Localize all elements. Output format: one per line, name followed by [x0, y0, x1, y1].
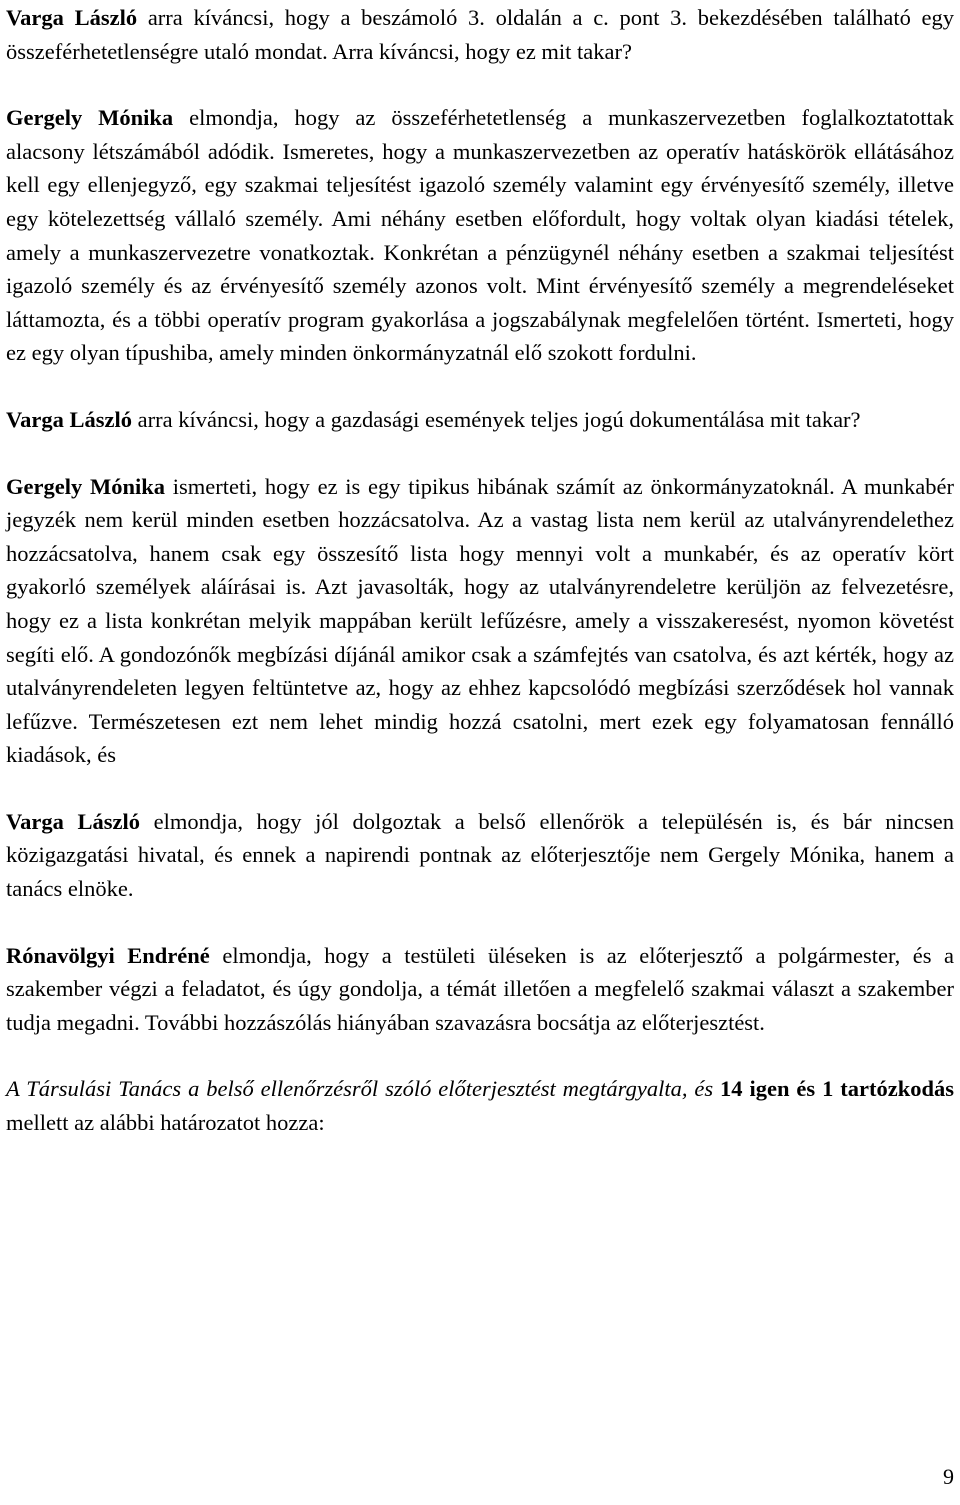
paragraph-text: elmondja, hogy jól dolgoztak a belső ellenőrök a településén is, és bár nincsen közigazgatási hivatal, és ennek a napirendi pontnak az előterjesztője nem Gergely Mónika, hanem a tanács elnöke. — [6, 808, 954, 902]
paragraph-text: elmondja, hogy az összeférhetetlenség a munkaszervezetben foglalkoztatottak alacsony létszámából adódik. Ismeretes, hogy a munkaszervezetben az operatív hatáskörök ellátásához kell egy ellenjegyző, egy szakmai teljesítést igazoló személy valamint egy érvényesítő személy, illetve egy kötelezettség vállaló személy. Ami néhány esetben előfordult, hogy voltak olyan kiadási tételek, amely a munkaszervezetre vonatkoztak. Konkrétan a pénzügynél néhány esetben a szakmai teljesítést igazoló személy és az érvényesítő személy azonos volt. Mint érvényesítő személy a megrendeléseket láttamozta, és a többi operatív program gyakorlása a jogszabálynak megfelelően történt. Ismerteti, hogy ez egy olyan típushiba, amely minden önkormányzatnál elő szokott fordulni. — [6, 105, 954, 366]
resolution-tail-text: mellett az alábbi határozatot hozza: — [6, 1110, 325, 1136]
paragraph — [6, 939, 954, 1040]
paragraph — [6, 1, 954, 68]
resolution-italic-text: A Társulási Tanács a belső ellenőrzésről szóló előterjesztést megtárgyalta, és — [6, 1076, 721, 1102]
paragraph-text: ismerteti, hogy ez is egy tipikus hibának számít az önkormányzatoknál. A munkabér jegyzék nem kerül minden esetben hozzácsatolva. Az a vastag lista nem kerül az utalványrendelethez hozzácsatolva, hanem csak egy összesítő lista hogy mennyi volt a munkabér, és az operatív kört gyakorló személyek aláírásai is. Azt javasolták, hogy az utalványrendeletre kerüljön az felvezetésre, hogy ez a lista konkrétan melyik mappában került lefűzésre, amely a visszakeresést, nyomon követést segíti elő. A gondozónők megbízási díjánál amikor csak a számfejtés van csatolva, és azt kérték, hogy az utalványrendeleten legyen feltüntetve az, hogy az ehhez kapcsolódó megbízási szerződések hol vannak lefűzve. Természetesen ezt nem lehet mindig hozzá csatolni, mert ezek egy folyamatosan fennálló kiadások, és — [6, 473, 955, 768]
vote-result: 14 igen és 1 tartózkodás — [720, 1076, 954, 1102]
speaker-name: Rónavölgyi Endréné — [6, 942, 210, 968]
speaker-name: Varga László — [6, 406, 133, 432]
document-page — [6, 0, 954, 1140]
paragraph — [6, 101, 954, 370]
speaker-name: Varga László — [6, 808, 141, 834]
speaker-name: Gergely Mónika — [6, 473, 165, 499]
paragraph-text: arra kíváncsi, hogy a gazdasági események teljes jogú dokumentálása mit takar? — [132, 406, 861, 432]
paragraph — [6, 470, 954, 772]
paragraph — [6, 805, 954, 906]
speaker-name: Gergely Mónika — [6, 105, 174, 131]
paragraph-text: arra kíváncsi, hogy a beszámoló 3. oldalán a c. pont 3. bekezdésében található egy összeférhetetlenségre utaló mondat. Arra kíváncsi, hogy ez mit takar? — [6, 5, 955, 64]
paragraph — [6, 403, 954, 437]
paragraph-text: elmondja, hogy a testületi üléseken is az előterjesztő a polgármester, és a szakember végzi a feladatot, és úgy gondolja, a témát illetően a megfelelő szakmai választ a szakember tudja megadni. További hozzászólás hiányában szavazásra bocsátja az előterjesztést. — [6, 942, 954, 1035]
resolution-statement — [6, 1072, 954, 1139]
speaker-name: Varga László — [6, 5, 138, 30]
page-number: 9 — [943, 1464, 954, 1489]
